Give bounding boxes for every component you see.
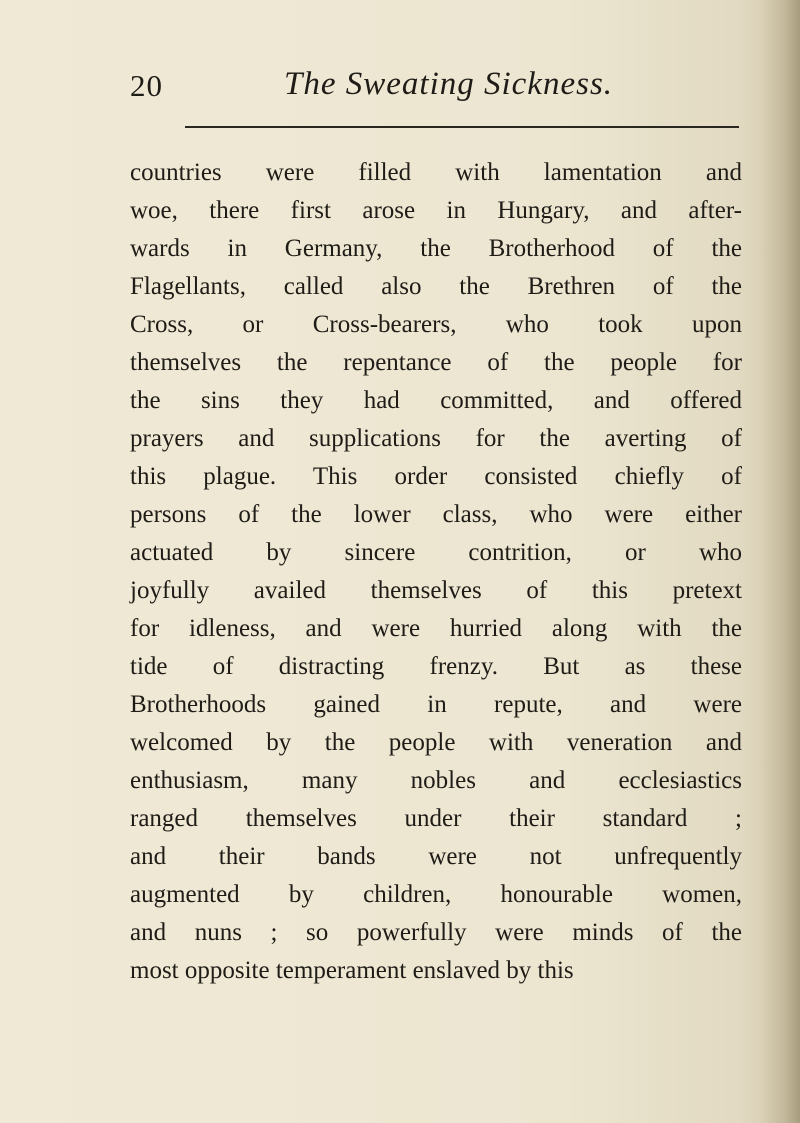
text-line: Cross, or Cross-bearers, who took upon: [130, 311, 742, 338]
text-line: woe, there first arose in Hungary, and after-: [130, 197, 742, 224]
text-line: wards in Germany, the Brotherhood of the: [130, 235, 742, 262]
running-title: The Sweating Sickness.: [284, 66, 614, 102]
text-line: the sins they had committed, and offered: [130, 387, 742, 414]
text-line: welcomed by the people with veneration and: [130, 729, 742, 756]
text-line: this plague. This order consisted chiefly of: [130, 463, 742, 490]
text-line: joyfully availed themselves of this pretext: [130, 577, 742, 604]
text-line: Flagellants, called also the Brethren of the: [130, 273, 742, 300]
text-line: themselves the repentance of the people for: [130, 349, 742, 376]
text-line: enthusiasm, many nobles and ecclesiastics: [130, 767, 742, 794]
page-number: 20: [130, 68, 163, 103]
text-line: most opposite temperament enslaved by this: [130, 957, 574, 984]
text-line: augmented by children, honourable women,: [130, 881, 742, 908]
text-line: countries were filled with lamentation and: [130, 159, 742, 186]
text-line: prayers and supplications for the averting of: [130, 425, 742, 452]
text-line: Brotherhoods gained in repute, and were: [130, 691, 742, 718]
text-line: persons of the lower class, who were either: [130, 501, 742, 528]
text-line: actuated by sincere contrition, or who: [130, 539, 742, 566]
header-rule: [185, 126, 739, 128]
running-head: [130, 62, 740, 112]
text-line: ranged themselves under their standard ;: [130, 805, 742, 832]
text-line: and their bands were not unfrequently: [130, 843, 742, 870]
body-text: [130, 154, 742, 990]
text-line: tide of distracting frenzy. But as these: [130, 653, 742, 680]
text-line: and nuns ; so powerfully were minds of the: [130, 919, 742, 946]
page-edge-shadow: [760, 0, 800, 1123]
text-line: for idleness, and were hurried along with the: [130, 615, 742, 642]
